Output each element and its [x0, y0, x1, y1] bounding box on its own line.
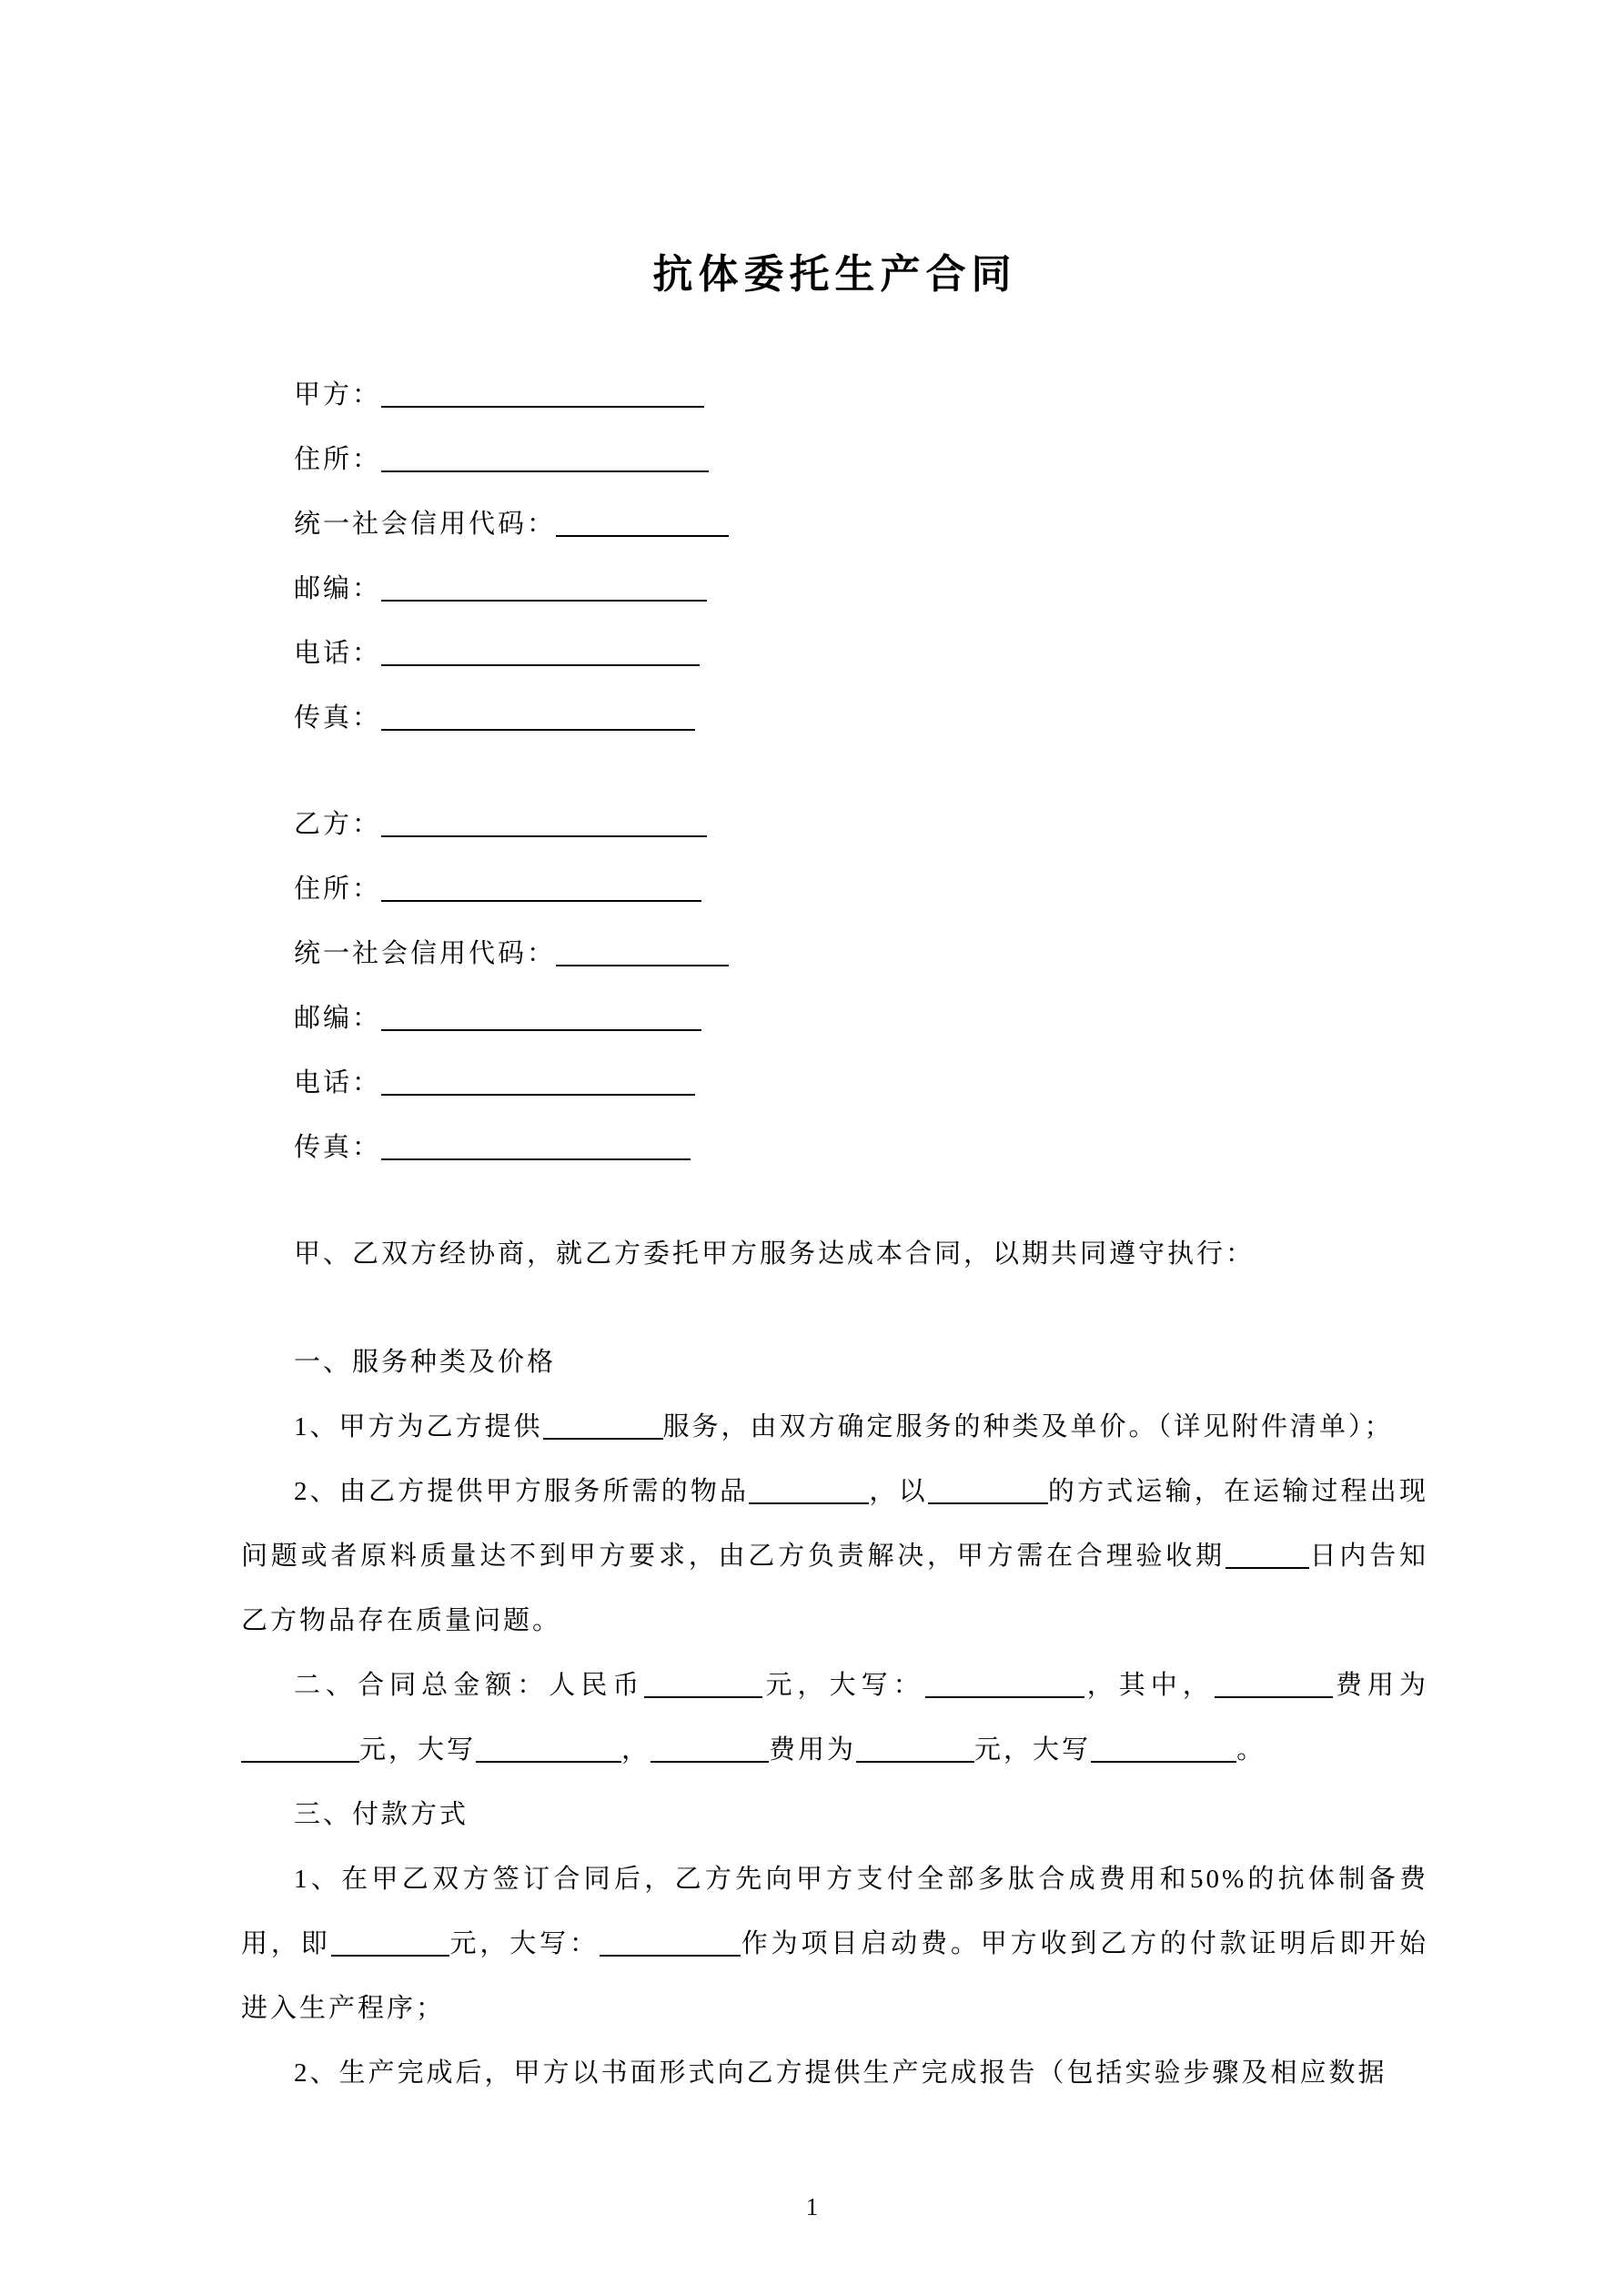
blank-line	[241, 1736, 359, 1763]
blank-line	[928, 1478, 1048, 1504]
field-label: 甲方：	[294, 380, 382, 410]
blank-line	[556, 511, 729, 537]
text-run: 1、在甲乙双方签订合同后，乙方先向甲方支付全部多肽合成费用和50%的抗体制备费用，即	[241, 1865, 1428, 1958]
blank-line	[381, 811, 707, 837]
text-run: 元，大写	[974, 1735, 1092, 1765]
blank-line	[476, 1736, 621, 1763]
field-label: 邮编：	[294, 574, 382, 603]
section-3-heading	[241, 1783, 1428, 1847]
blank-line	[381, 575, 707, 602]
text-run: 。	[1236, 1735, 1266, 1765]
field-row	[241, 857, 1428, 922]
blank-line	[651, 1736, 769, 1763]
field-row	[241, 1051, 1428, 1116]
blank-line	[749, 1478, 869, 1504]
blank-line	[381, 1005, 701, 1031]
field-label: 统一社会信用代码：	[294, 510, 557, 539]
blank-line	[381, 875, 701, 902]
field-row	[241, 363, 1428, 428]
section-2-total-amount	[241, 1654, 1428, 1783]
text-run: ，	[621, 1735, 651, 1765]
field-label: 乙方：	[294, 810, 382, 839]
text-run: 三、付款方式	[294, 1800, 469, 1829]
blank-line	[331, 1930, 449, 1957]
party-b-block	[241, 793, 1428, 1180]
text-run: 一、服务种类及价格	[294, 1348, 557, 1377]
text-run: ，其中，	[1084, 1671, 1215, 1700]
party-a-block	[241, 363, 1428, 751]
text-run: 1、甲方为乙方提供	[294, 1412, 543, 1441]
blank-line	[381, 381, 704, 408]
text-run: 二、合同总金额：人民币	[294, 1671, 645, 1700]
blank-line	[381, 446, 709, 472]
text-run: 服务，由双方确定服务的种类及单价。（详见附件清单）；	[662, 1412, 1394, 1441]
field-row	[241, 922, 1428, 986]
blank-line	[856, 1736, 974, 1763]
field-row	[241, 793, 1428, 857]
blank-line	[1226, 1542, 1309, 1569]
text-run: 日内告知乙方物品存在质量问题。	[241, 1542, 1428, 1635]
field-row	[241, 1116, 1428, 1180]
blank-line	[925, 1672, 1084, 1698]
blank-line	[543, 1413, 663, 1440]
text-run: 元，大写：	[762, 1671, 925, 1700]
clause-1-2	[241, 1460, 1428, 1654]
text-run: 2、由乙方提供甲方服务所需的物品	[294, 1477, 750, 1506]
text-run: 元，大写：	[449, 1929, 600, 1958]
field-label: 邮编：	[294, 1004, 382, 1033]
blank-line	[381, 1134, 691, 1160]
field-label: 传真：	[294, 703, 382, 733]
blank-line	[381, 704, 695, 731]
field-label: 住所：	[294, 445, 382, 474]
blank-line	[1091, 1736, 1236, 1763]
text-run: 元，大写	[359, 1735, 477, 1765]
field-row	[241, 492, 1428, 557]
document-title: 抗体委托生产合同	[652, 252, 1017, 297]
field-label: 电话：	[294, 639, 382, 668]
blank-line	[381, 1069, 695, 1096]
section-1-heading	[241, 1330, 1428, 1395]
field-label: 住所：	[294, 875, 382, 904]
clause-1-1	[241, 1395, 1428, 1460]
text-run: ，以	[869, 1477, 928, 1506]
blank-line	[644, 1672, 762, 1698]
page-number: 1	[805, 2193, 819, 2220]
blank-line	[381, 640, 700, 666]
field-row	[241, 986, 1428, 1051]
blank-line	[1215, 1672, 1333, 1698]
text-run: 费用为	[769, 1735, 857, 1765]
field-label: 统一社会信用代码：	[294, 939, 557, 968]
text-run: 的方式运输，在运输过程出现问题或者原料质量达不到甲方要求，由乙方负责解决，甲方需在合理验收期	[241, 1477, 1428, 1571]
text-run: 作为项目启动费。甲方收到乙方的付款证明后即开始进入生产程序；	[241, 1929, 1428, 2023]
clause-3-1	[241, 1847, 1428, 2041]
field-row	[241, 622, 1428, 686]
intro-paragraph: 甲、乙双方经协商，就乙方委托甲方服务达成本合同，以期共同遵守执行：	[294, 1239, 1256, 1269]
contract-body	[241, 1330, 1428, 2106]
clause-3-2	[241, 2041, 1428, 2106]
field-row	[241, 428, 1428, 492]
field-row	[241, 557, 1428, 622]
text-run: 2、生产完成后，甲方以书面形式向乙方提供生产完成报告（包括实验步骤及相应数据	[294, 2058, 1387, 2088]
field-row	[241, 686, 1428, 751]
field-label: 电话：	[294, 1068, 382, 1097]
blank-line	[556, 940, 729, 966]
text-run: 费用为	[1332, 1671, 1428, 1700]
blank-line	[600, 1930, 741, 1957]
field-label: 传真：	[294, 1133, 382, 1162]
